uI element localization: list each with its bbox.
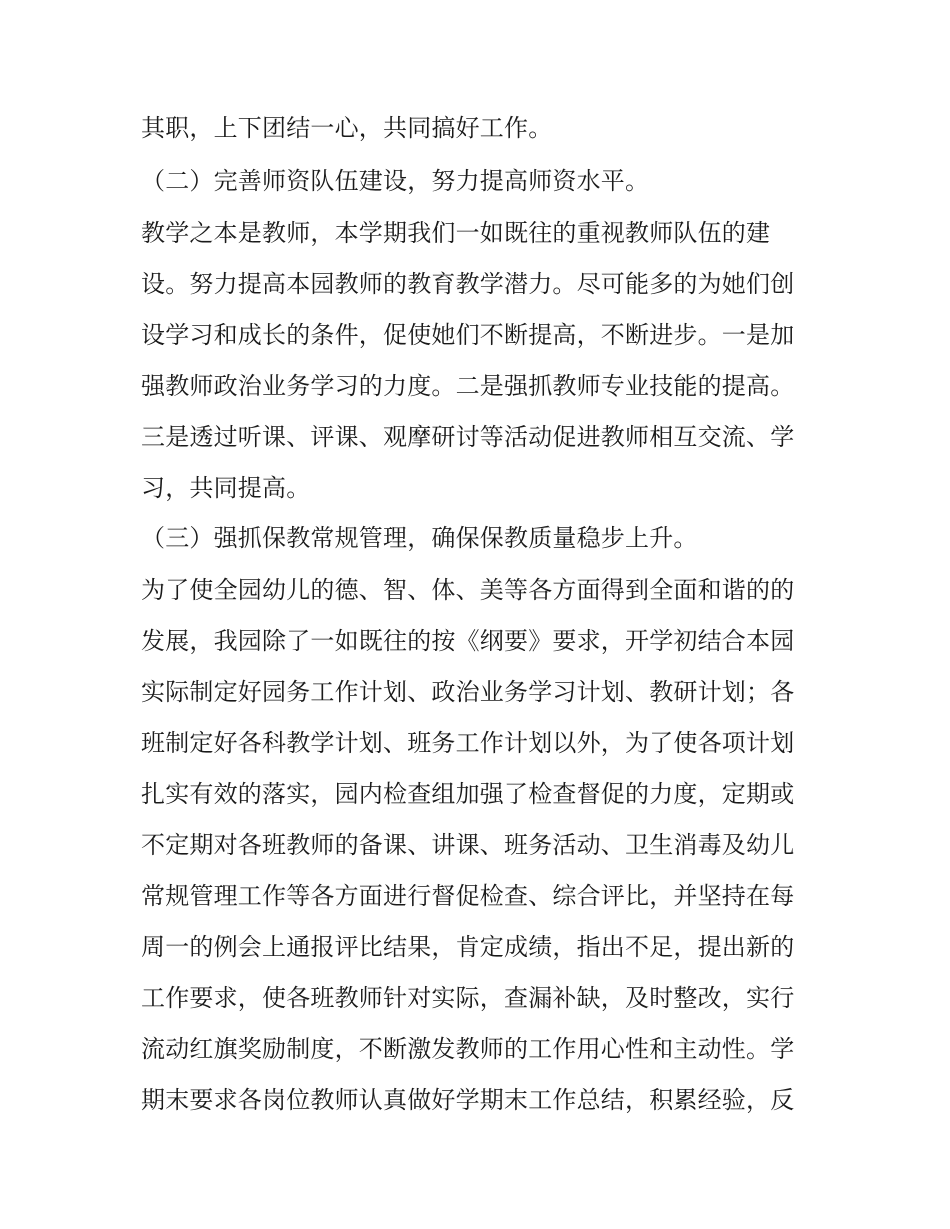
section-heading: （二）完善师资队伍建设，努力提高师资水平。 [141, 167, 650, 195]
text-line: 不定期对各班教师的备课、讲课、班务活动、卫生消毒及幼儿 [141, 831, 795, 859]
text-line: 常规管理工作等各方面进行督促检查、综合评比，并坚持在每 [141, 882, 795, 910]
text-line: 设。努力提高本园教师的教育教学潜力。尽可能多的为她们创 [141, 270, 795, 298]
text-line: 习，共同提高。 [141, 474, 311, 502]
text-line: 强教师政治业务学习的力度。二是强抓教师专业技能的提高。 [141, 372, 795, 400]
text-line: 流动红旗奖励制度，不断激发教师的工作用心性和主动性。学 [141, 1035, 795, 1063]
text-line: 周一的例会上通报评比结果，肯定成绩，指出不足，提出新的 [141, 933, 795, 961]
text-line: 教学之本是教师，本学期我们一如既往的重视教师队伍的建 [141, 219, 771, 247]
text-line: 工作要求，使各班教师针对实际，查漏补缺，及时整改，实行 [141, 984, 795, 1012]
text-line: 班制定好各科教学计划、班务工作计划以外，为了使各项计划 [141, 729, 795, 757]
text-line: 其职，上下团结一心，共同搞好工作。 [141, 114, 553, 142]
text-line: 设学习和成长的条件，促使她们不断提高，不断进步。一是加 [141, 321, 795, 349]
text-line: 为了使全园幼儿的德、智、体、美等各方面得到全面和谐的的 [141, 576, 795, 604]
text-line: 发展，我园除了一如既往的按《纲要》要求，开学初结合本园 [141, 627, 795, 655]
text-line: 期末要求各岗位教师认真做好学期末工作总结，积累经验，反 [141, 1086, 795, 1114]
text-line: 实际制定好园务工作计划、政治业务学习计划、教研计划；各 [141, 678, 795, 706]
text-line: 三是透过听课、评课、观摩研讨等活动促进教师相互交流、学 [141, 423, 795, 451]
section-heading: （三）强抓保教常规管理，确保保教质量稳步上升。 [141, 524, 698, 552]
text-line: 扎实有效的落实，园内检查组加强了检查督促的力度，定期或 [141, 780, 795, 808]
